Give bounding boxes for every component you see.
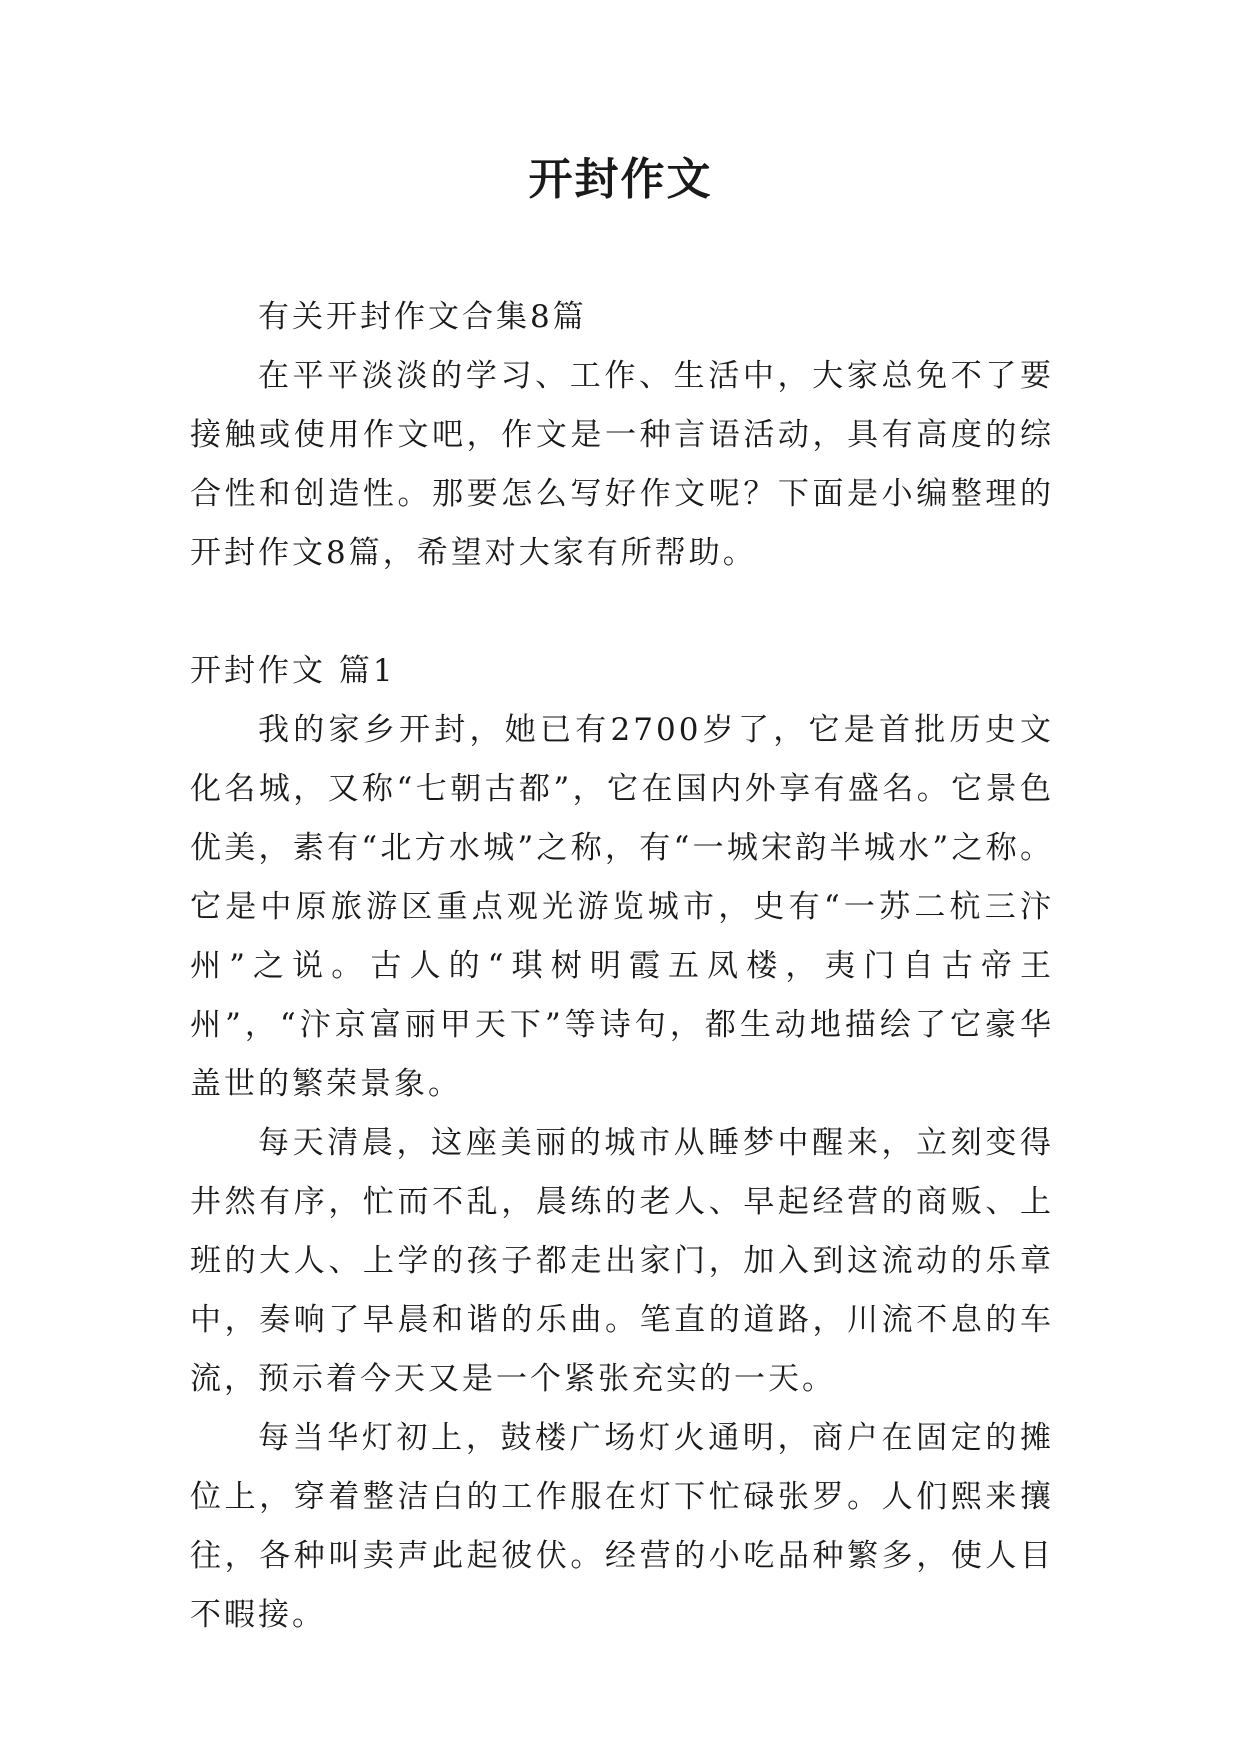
section-spacer: [190, 583, 1054, 642]
body-paragraph-1: 我的家乡开封，她已有2700岁了，它是首批历史文化名城，又称“七朝古都”，它在国内外享有盛名。它景色优美，素有“北方水城”之称，有“一城宋韵半城水”之称。它是中原旅游区重点观光游览城市，史有“一苏二杭三汴州”之说。古人的“琪树明霞五凤楼，夷门自古帝王州”，“汴京富丽甲天下”等诗句，都生动地描绘了它豪华盖世的繁荣景象。: [190, 712, 1054, 1102]
body-paragraph-3: 每当华灯初上，鼓楼广场灯火通明，商户在固定的摊位上，穿着整洁白的工作服在灯下忙碌张罗。人们熙来攘往，各种叫卖声此起彼伏。经营的小吃品种繁多，使人目不暇接。: [190, 1420, 1054, 1633]
intro-paragraph: 在平平淡淡的学习、工作、生活中，大家总免不了要接触或使用作文吧，作文是一种言语活动，具有高度的综合性和创造性。那要怎么写好作文呢？下面是小编整理的开封作文8篇，希望对大家有所帮助。: [190, 358, 1054, 571]
section-heading: 开封作文 篇1: [190, 653, 396, 689]
collection-title: 有关开封作文合集8篇: [258, 299, 587, 335]
body-paragraph-2: 每天清晨，这座美丽的城市从睡梦中醒来，立刻变得井然有序，忙而不乱，晨练的老人、早起经营的商贩、上班的大人、上学的孩子都走出家门，加入到这流动的乐章中，奏响了早晨和谐的乐曲。笔直的道路，川流不息的车流，预示着今天又是一个紧张充实的一天。: [190, 1125, 1054, 1397]
document-title: 开封作文: [528, 154, 713, 205]
document-body: [190, 288, 1054, 1645]
